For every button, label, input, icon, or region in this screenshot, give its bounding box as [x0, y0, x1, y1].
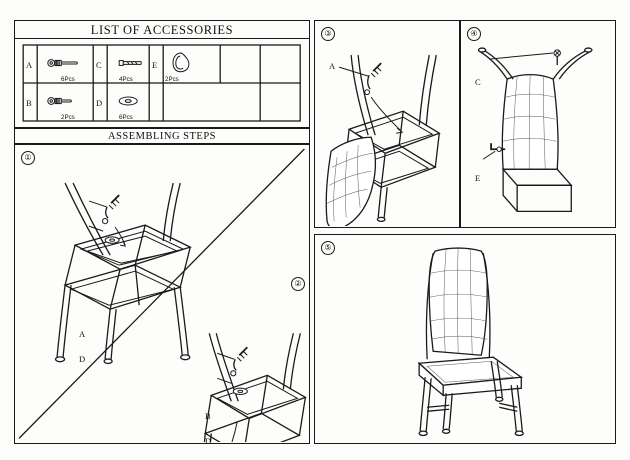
backrest-cushion-step3: [326, 137, 375, 226]
washer-d-part: [105, 237, 119, 243]
accessory-key-A: A: [26, 60, 33, 70]
accessory-qty-B: 2Pcs: [61, 114, 75, 121]
washer-icon-d: [119, 97, 137, 105]
accessory-qty-E: 2Pcs: [165, 76, 179, 83]
assembling-steps-header: [14, 128, 310, 144]
bolt-b-part: [231, 347, 248, 376]
bolt-icon-b: [48, 98, 71, 105]
bolt-a-part: [103, 195, 120, 224]
callout-A-step3: A: [329, 61, 336, 71]
step-1-2-illustration: [15, 145, 308, 442]
accessory-qty-A: 6Pcs: [61, 76, 75, 83]
step-number-3: ③: [321, 27, 335, 41]
bolt-icon-a: [48, 60, 77, 67]
callout-D-step2: D: [205, 436, 212, 446]
step-number-4: ④: [467, 27, 481, 41]
callout-D-step1: D: [79, 354, 86, 364]
allen-key-icon-e: [173, 53, 189, 72]
accessories-title: LIST OF ACCESSORIES: [15, 21, 309, 39]
screw-icon-c: [119, 61, 141, 66]
step-panel-5: [314, 234, 616, 444]
washer-d-part-2: [233, 388, 247, 394]
step-2-drawing: [199, 333, 305, 442]
accessory-key-C: C: [96, 60, 102, 70]
callout-B-step2: B: [205, 411, 211, 421]
step-panel-1-2: [14, 144, 310, 444]
accessory-qty-D: 6Pcs: [119, 114, 133, 121]
callout-E-step4: E: [475, 173, 481, 183]
step-number-1: ①: [21, 151, 35, 165]
step-5-illustration: [315, 235, 614, 442]
step-3-illustration: [315, 21, 458, 226]
callout-A-step1: A: [79, 329, 86, 339]
screw-c-part-step4: [554, 50, 560, 65]
accessory-key-D: D: [96, 98, 103, 108]
step-panel-3: [314, 20, 460, 228]
step-1-drawing: [56, 183, 191, 363]
accessory-key-B: B: [26, 98, 32, 108]
accessory-qty-C: 4Pcs: [119, 76, 133, 83]
accessory-key-E: E: [152, 60, 158, 70]
step-number-2: ②: [291, 277, 305, 291]
assembling-steps-title: ASSEMBLING STEPS: [107, 131, 217, 142]
accessories-table-grid: [15, 39, 308, 127]
callout-C-step4: C: [475, 77, 481, 87]
accessories-panel: [14, 20, 310, 128]
step-number-5: ⑤: [321, 241, 335, 255]
step-4-illustration: [461, 21, 614, 226]
bolt-a-part-step3: [365, 63, 381, 94]
step-panel-4: [460, 20, 616, 228]
